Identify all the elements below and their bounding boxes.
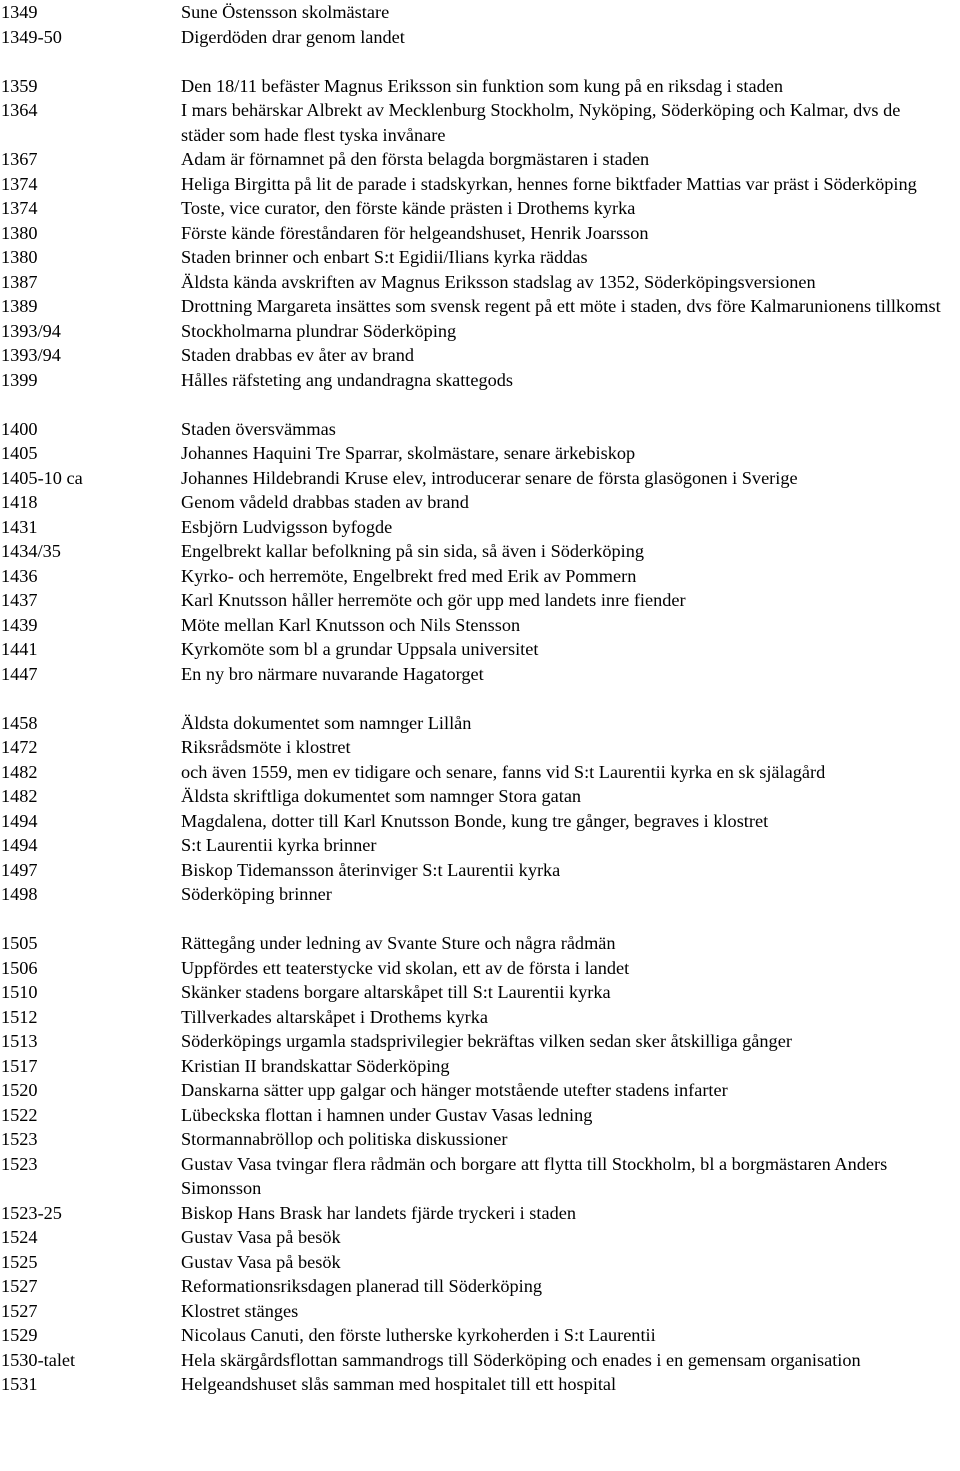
entry-year: 1405-10 ca <box>1 467 83 488</box>
timeline-entry <box>0 343 960 368</box>
timeline-entry <box>0 931 960 956</box>
timeline-entry <box>0 221 960 246</box>
entry-year: 1393/94 <box>1 345 61 365</box>
entry-text: Adam är förnamnet på den första belagda borgmästaren i staden <box>181 149 650 169</box>
entry-text: Söderköpings urgamla stadsprivilegier bekräftas vilken sedan sker åtskilliga gånger <box>181 1031 792 1051</box>
entry-year: 1472 <box>1 737 38 757</box>
entry-text: Biskop Hans Brask har landets fjärde tryckeri i staden <box>181 1202 576 1223</box>
entry-year: 1418 <box>1 492 38 512</box>
entry-year: 1364 <box>1 100 38 120</box>
entry-year: 1525 <box>1 1251 38 1272</box>
entry-year: 1380 <box>1 247 38 267</box>
entry-text: En ny bro närmare nuvarande Hagatorget <box>181 663 484 684</box>
entry-text: Staden drabbas ev åter av brand <box>181 345 414 365</box>
entry-text: Riksrådsmöte i klostret <box>181 737 351 757</box>
timeline-entry <box>0 1299 960 1324</box>
entry-year: 1523 <box>1 1153 38 1174</box>
entry-year: 1400 <box>1 418 38 439</box>
group-spacer <box>0 49 960 74</box>
entry-text: Staden brinner och enbart S:t Egidii/Ilians kyrka räddas <box>181 247 588 267</box>
timeline-entry <box>0 74 960 99</box>
timeline-entry <box>0 172 960 197</box>
entry-year: 1517 <box>1 1055 38 1076</box>
entry-text: Klostret stänges <box>181 1300 299 1321</box>
timeline-entry <box>0 760 960 785</box>
timeline-entry <box>0 735 960 760</box>
timeline-entry <box>0 1078 960 1103</box>
entry-year: 1387 <box>1 271 38 292</box>
entry-year: 1367 <box>1 149 38 169</box>
timeline-entry <box>0 1274 960 1299</box>
timeline-entry <box>0 711 960 736</box>
entry-text: Äldsta dokumentet som namnger Lillån <box>181 712 472 733</box>
timeline-entry <box>0 98 960 147</box>
entry-text: I mars behärskar Albrekt av Mecklenburg Stockholm, Nyköping, Söderköping och Kalmar, dvs de städer som hade flest tyska invånare <box>181 100 901 145</box>
entry-year: 1482 <box>1 786 38 806</box>
timeline-entry <box>0 833 960 858</box>
entry-year: 1434/35 <box>1 541 61 561</box>
entry-year: 1437 <box>1 590 38 610</box>
entry-year: 1505 <box>1 933 38 953</box>
timeline-entry <box>0 466 960 491</box>
timeline-entry <box>0 1103 960 1128</box>
timeline-entry <box>0 441 960 466</box>
timeline-entry <box>0 539 960 564</box>
timeline-entry <box>0 1029 960 1054</box>
entry-text: Den 18/11 befäster Magnus Eriksson sin funktion som kung på en riksdag i staden <box>181 75 784 96</box>
entry-text: Johannes Hildebrandi Kruse elev, introducerar senare de första glasögonen i Sverige <box>181 467 798 488</box>
entry-year: 1527 <box>1 1300 38 1321</box>
entry-text: Danskarna sätter upp galgar och hänger motstående utefter stadens infarter <box>181 1080 728 1100</box>
entry-text: Uppfördes ett teaterstycke vid skolan, ett av de första i landet <box>181 957 630 978</box>
entry-year: 1374 <box>1 198 38 218</box>
entry-year: 1399 <box>1 369 38 390</box>
timeline-entry <box>0 1152 960 1201</box>
timeline-entry <box>0 1250 960 1275</box>
timeline-entry <box>0 637 960 662</box>
timeline-entry <box>0 1372 960 1397</box>
entry-text: Biskop Tidemansson återinviger S:t Laurentii kyrka <box>181 859 561 880</box>
entry-year: 1439 <box>1 614 38 635</box>
entry-text: Karl Knutsson håller herremöte och gör upp med landets inre fiender <box>181 590 686 610</box>
entry-year: 1447 <box>1 663 38 684</box>
entry-year: 1520 <box>1 1080 38 1100</box>
entry-text: Helgeandshuset slås samman med hospitalet till ett hospital <box>181 1374 617 1394</box>
timeline-entry <box>0 784 960 809</box>
entry-text: Heliga Birgitta på lit de parade i stadskyrkan, hennes forne biktfader Mattias var präst i Söderköping <box>181 173 917 194</box>
timeline-entry <box>0 147 960 172</box>
entry-text: Kyrko- och herremöte, Engelbrekt fred med Erik av Pommern <box>181 565 637 586</box>
entry-year: 1510 <box>1 982 38 1002</box>
entry-text: Genom vådeld drabbas staden av brand <box>181 492 469 512</box>
entry-text: Rättegång under ledning av Svante Sture och några rådmän <box>181 933 616 953</box>
timeline-entry <box>0 25 960 50</box>
timeline-entry <box>0 1201 960 1226</box>
entry-text: S:t Laurentii kyrka brinner <box>181 835 377 855</box>
entry-text: Staden översvämmas <box>181 418 336 439</box>
timeline-entry <box>0 980 960 1005</box>
timeline-entry <box>0 588 960 613</box>
entry-year: 1523-25 <box>1 1202 62 1223</box>
entry-year: 1389 <box>1 296 38 316</box>
timeline-entry <box>0 0 960 25</box>
timeline-entry <box>0 564 960 589</box>
timeline-entry <box>0 319 960 344</box>
entry-text: Kristian II brandskattar Söderköping <box>181 1055 450 1076</box>
entry-text: Engelbrekt kallar befolkning på sin sida, så även i Söderköping <box>181 541 645 561</box>
timeline-entry <box>0 417 960 442</box>
entry-text: Drottning Margareta insättes som svensk regent på ett möte i staden, dvs före Kalmarunionens tillkomst <box>181 296 941 316</box>
timeline-entry <box>0 1127 960 1152</box>
entry-text: Äldsta kända avskriften av Magnus Eriksson stadslag av 1352, Söderköpingsversionen <box>181 271 816 292</box>
entry-text: Magdalena, dotter till Karl Knutsson Bonde, kung tre gånger, begraves i klostret <box>181 810 769 831</box>
entry-text: Stormannabröllop och politiska diskussioner <box>181 1129 508 1149</box>
entry-text: Gustav Vasa på besök <box>181 1227 341 1247</box>
entry-year: 1405 <box>1 443 38 463</box>
timeline-entry <box>0 1348 960 1373</box>
entry-year: 1506 <box>1 957 38 978</box>
entry-text: och även 1559, men ev tidigare och senare, fanns vid S:t Laurentii kyrka en sk själagård <box>181 761 826 782</box>
timeline-entry <box>0 809 960 834</box>
timeline-entry <box>0 882 960 907</box>
entry-year: 1523 <box>1 1129 38 1149</box>
entry-year: 1527 <box>1 1276 38 1296</box>
timeline-entry <box>0 1323 960 1348</box>
entry-year: 1349 <box>1 2 38 22</box>
timeline-entry <box>0 662 960 687</box>
entry-year: 1530-talet <box>1 1349 76 1370</box>
entry-year: 1359 <box>1 75 38 96</box>
entry-text: Stockholmarna plundrar Söderköping <box>181 320 457 341</box>
entry-text: Möte mellan Karl Knutsson och Nils Stensson <box>181 614 521 635</box>
entry-year: 1374 <box>1 173 38 194</box>
entry-text: Lübeckska flottan i hamnen under Gustav Vasas ledning <box>181 1104 593 1125</box>
timeline-entry <box>0 270 960 295</box>
entry-year: 1482 <box>1 761 38 782</box>
entry-text: Nicolaus Canuti, den förste lutherske kyrkoherden i S:t Laurentii <box>181 1325 656 1345</box>
entry-text: Sune Östensson skolmästare <box>181 2 390 22</box>
timeline-entry <box>0 196 960 221</box>
entry-year: 1498 <box>1 884 38 904</box>
entry-year: 1349-50 <box>1 26 62 47</box>
entry-year: 1380 <box>1 222 38 243</box>
entry-year: 1512 <box>1 1006 38 1027</box>
timeline-entry <box>0 368 960 393</box>
timeline-entry <box>0 1225 960 1250</box>
timeline-entry <box>0 613 960 638</box>
entry-year: 1436 <box>1 565 38 586</box>
entry-text: Toste, vice curator, den förste kände prästen i Drothems kyrka <box>181 198 636 218</box>
entry-text: Kyrkomöte som bl a grundar Uppsala universitet <box>181 639 539 659</box>
group-spacer <box>0 907 960 932</box>
entry-text: Reformationsriksdagen planerad till Söderköping <box>181 1276 542 1296</box>
entry-text: Johannes Haquini Tre Sparrar, skolmästare, senare ärkebiskop <box>181 443 636 463</box>
timeline-entry <box>0 858 960 883</box>
timeline-entry <box>0 490 960 515</box>
entry-year: 1531 <box>1 1374 38 1394</box>
entry-text: Digerdöden drar genom landet <box>181 26 405 47</box>
timeline-entry <box>0 956 960 981</box>
entry-year: 1524 <box>1 1227 38 1247</box>
entry-text: Tillverkades altarskåpet i Drothems kyrka <box>181 1006 488 1027</box>
entry-text: Hela skärgårdsflottan sammandrogs till Söderköping och enades i en gemensam organisation <box>181 1349 861 1370</box>
entry-year: 1497 <box>1 859 38 880</box>
timeline-entry <box>0 245 960 270</box>
timeline-entry <box>0 515 960 540</box>
entry-text: Gustav Vasa på besök <box>181 1251 341 1272</box>
entry-text: Äldsta skriftliga dokumentet som namnger Stora gatan <box>181 786 582 806</box>
entry-year: 1458 <box>1 712 38 733</box>
timeline-entry <box>0 294 960 319</box>
entry-text: Förste kände föreståndaren för helgeandshuset, Henrik Joarsson <box>181 222 649 243</box>
group-spacer <box>0 686 960 711</box>
entry-year: 1529 <box>1 1325 38 1345</box>
entry-text: Gustav Vasa tvingar flera rådmän och borgare att flytta till Stockholm, bl a borgmästaren Anders Simonsson <box>181 1153 888 1198</box>
entry-year: 1522 <box>1 1104 38 1125</box>
group-spacer <box>0 392 960 417</box>
entry-year: 1513 <box>1 1031 38 1051</box>
timeline-entry <box>0 1005 960 1030</box>
entry-text: Skänker stadens borgare altarskåpet till S:t Laurentii kyrka <box>181 982 611 1002</box>
entry-year: 1494 <box>1 810 38 831</box>
entry-text: Esbjörn Ludvigsson byfogde <box>181 516 393 537</box>
entry-year: 1431 <box>1 516 38 537</box>
timeline-entry <box>0 1054 960 1079</box>
entry-year: 1441 <box>1 639 38 659</box>
entry-year: 1494 <box>1 835 38 855</box>
entry-text: Hålles räfsteting ang undandragna skattegods <box>181 369 514 390</box>
entry-text: Söderköping brinner <box>181 884 332 904</box>
entry-year: 1393/94 <box>1 320 61 341</box>
